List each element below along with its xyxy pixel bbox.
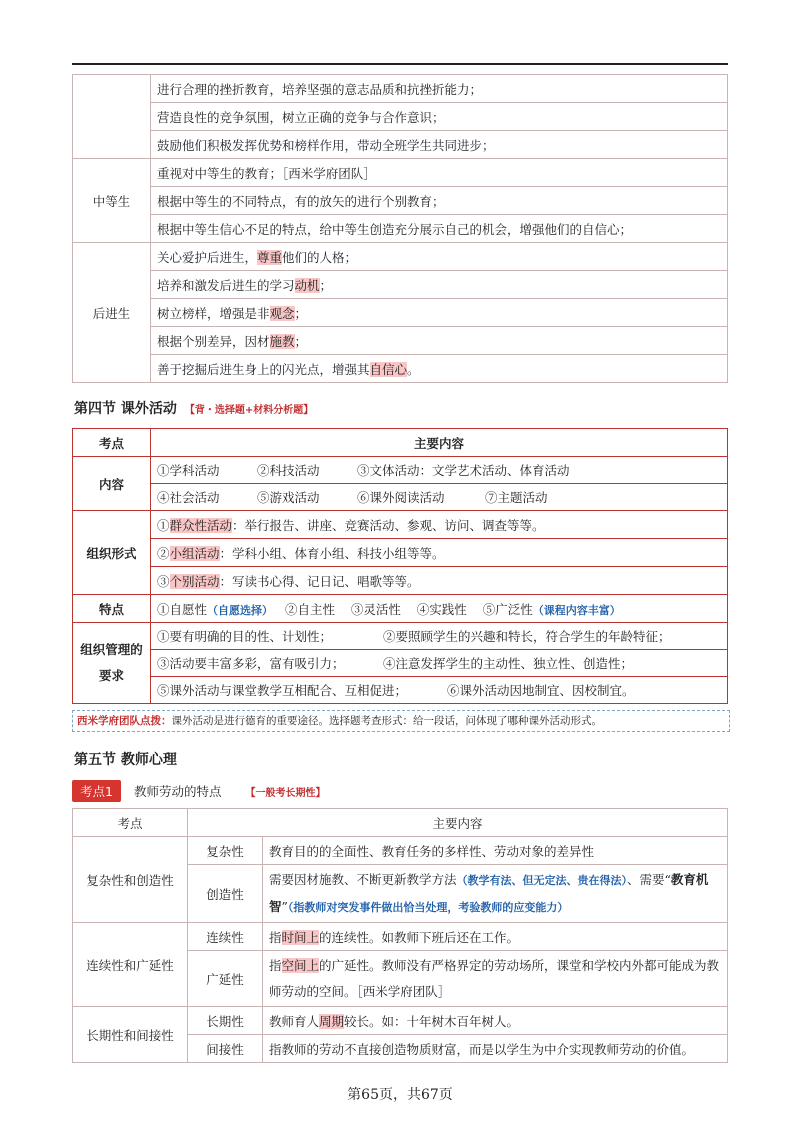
table-row: 根据中等生信心不足的特点，给中等生创造充分展示自己的机会，增强他们的自信心；: [151, 215, 728, 243]
feature-label: 特点: [73, 595, 151, 623]
table-row: 需要因材施教、不断更新教学方法（教学有法、但无定法、贵在得法）、需要“教育机智”（指教师对突发事件做出恰当处理，考验教师的应变能力）: [263, 865, 728, 923]
table-row: 指时间上的连续性。如教师下班后还在工作。: [263, 923, 728, 951]
middle-student-label: 中等生: [73, 159, 151, 243]
table-row: 善于挖掘后进生身上的闪光点，增强其自信心。: [151, 355, 728, 383]
table-row: 鼓励他们积极发挥优势和榜样作用，带动全班学生共同进步；: [151, 131, 728, 159]
table-row: 根据中等生的不同特点，有的放矢的进行个别教育；: [151, 187, 728, 215]
table-row: 重视对中等生的教育；［西米学府团队］: [151, 159, 728, 187]
table-row: 树立榜样，增强是非观念；: [151, 299, 728, 327]
sub-continuity: 连续性: [188, 923, 263, 951]
table-row: 教师育人周期较长。如：十年树木百年树人。: [263, 1007, 728, 1035]
student-strategies-table: [72, 74, 728, 383]
page-footer: 第65页，共67页: [347, 1087, 453, 1103]
table-row: 关心爱护后进生，尊重他们的人格；: [151, 243, 728, 271]
content-label: 内容: [73, 457, 151, 511]
sub-complexity: 复杂性: [188, 837, 263, 865]
group-complex-creative: 复杂性和创造性: [73, 837, 188, 923]
table-row: ①学科活动 ②科技活动 ③文体活动：文学艺术活动、体育活动: [151, 457, 728, 484]
table-row: ③个别活动：写读书心得、记日记、唱歌等等。: [151, 567, 728, 595]
table-row: 培养和激发后进生的学习动机；: [151, 271, 728, 299]
table-row: ④社会活动 ⑤游戏活动 ⑥课外阅读活动 ⑦主题活动: [151, 484, 728, 511]
sub-extension: 广延性: [188, 951, 263, 1007]
table-row: ③活动要丰富多彩，富有吸引力； ④注意发挥学生的主动性、独立性、创造性；: [151, 650, 728, 677]
table-row: ①自愿性（自愿选择） ②自主性 ③灵活性 ④实践性 ⑤广泛性（课程内容丰富）: [151, 595, 728, 623]
header-content: 主要内容: [151, 429, 728, 457]
table-row: 根据个别差异，因材施教；: [151, 327, 728, 355]
table-row: 指空间上的广延性。教师没有严格界定的劳动场所，课堂和学校内外都可能成为教师劳动的空间。［西米学府团队］: [263, 951, 728, 1007]
org-form-label: 组织形式: [73, 511, 151, 595]
kp1-title: 教师劳动的特点 【一般考长期性】: [134, 784, 326, 799]
group-long-indirect: 长期性和间接性: [73, 1007, 188, 1063]
group-continuity-extension: 连续性和广延性: [73, 923, 188, 1007]
table-row: ①群众性活动：举行报告、讲座、竞赛活动、参观、访问、调查等等。: [151, 511, 728, 539]
header-point: 考点: [73, 429, 151, 457]
teacher-labor-table: [72, 808, 728, 1063]
header-point: 考点: [73, 809, 188, 837]
header-content: 主要内容: [188, 809, 728, 837]
kp1-badge: 考点1: [72, 780, 121, 802]
table-row: 进行合理的挫折教育，培养坚强的意志品质和抗挫折能力；: [151, 75, 728, 103]
sub-indirect: 间接性: [188, 1035, 263, 1063]
tip-box: 西米学府团队点拨：课外活动是进行德育的重要途径。选择题考查形式：给一段话，问体现了哪种课外活动形式。: [72, 710, 730, 732]
extracurricular-table: [72, 428, 728, 704]
section5-heading: 第五节 教师心理: [74, 752, 177, 768]
top-rule: [72, 63, 728, 65]
table-row: 教育目的的全面性、教育任务的多样性、劳动对象的差异性: [263, 837, 728, 865]
section4-heading: 第四节 课外活动 【背・选择题+材料分析题】: [74, 401, 314, 417]
sub-long-term: 长期性: [188, 1007, 263, 1035]
sub-creativity: 创造性: [188, 865, 263, 923]
requirements-label: 组织管理的要求: [73, 623, 151, 704]
table-row: 指教师的劳动不直接创造物质财富，而是以学生为中介实现教师劳动的价值。: [263, 1035, 728, 1063]
table-row: ②小组活动：学科小组、体育小组、科技小组等等。: [151, 539, 728, 567]
backward-student-label: 后进生: [73, 243, 151, 383]
table-row: ⑤课外活动与课堂教学互相配合、互相促进； ⑥课外活动因地制宜、因校制宜。: [151, 677, 728, 704]
table-row: 营造良性的竞争氛围，树立正确的竞争与合作意识；: [151, 103, 728, 131]
table-row: ①要有明确的目的性、计划性； ②要照顾学生的兴趣和特长，符合学生的年龄特征；: [151, 623, 728, 650]
